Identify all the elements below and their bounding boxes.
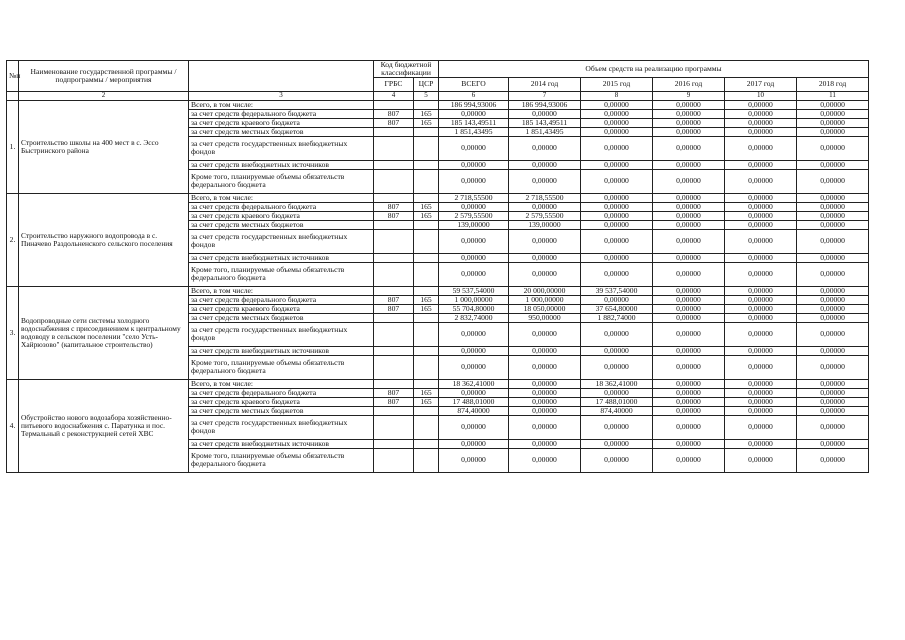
amount-total: 1 851,43495 — [439, 127, 509, 136]
amount-year: 0,00000 — [797, 100, 869, 109]
amount-year: 0,00000 — [797, 313, 869, 322]
column-number-blank — [7, 91, 19, 100]
csr-code: 165 — [414, 118, 439, 127]
project-name: Строительство наружного водопровода в с. Пиначево Раздольненского сельского поселения — [19, 193, 189, 286]
amount-year: 0,00000 — [797, 355, 869, 379]
grbs-code: 807 — [374, 388, 414, 397]
amount-year: 0,00000 — [725, 355, 797, 379]
amount-year: 20 000,00000 — [509, 286, 581, 295]
grbs-code: 807 — [374, 109, 414, 118]
csr-code — [414, 313, 439, 322]
funding-source-label: за счет средств краевого бюджета — [189, 118, 374, 127]
amount-year: 0,00000 — [581, 127, 653, 136]
amount-year: 0,00000 — [509, 322, 581, 346]
amount-year: 0,00000 — [653, 295, 725, 304]
column-number: 6 — [439, 91, 509, 100]
funding-source-label: Кроме того, планируемые объемы обязательств федерального бюджета — [189, 355, 374, 379]
amount-year: 0,00000 — [581, 211, 653, 220]
amount-year: 0,00000 — [509, 415, 581, 439]
amount-year: 0,00000 — [725, 220, 797, 229]
amount-year: 0,00000 — [581, 439, 653, 448]
amount-year: 0,00000 — [653, 439, 725, 448]
amount-year: 0,00000 — [725, 160, 797, 169]
amount-year: 0,00000 — [725, 295, 797, 304]
amount-year: 0,00000 — [725, 118, 797, 127]
amount-year: 0,00000 — [797, 295, 869, 304]
amount-year: 0,00000 — [581, 169, 653, 193]
amount-year: 0,00000 — [581, 262, 653, 286]
funding-source-label: Всего, в том числе: — [189, 286, 374, 295]
amount-year: 0,00000 — [797, 262, 869, 286]
amount-year: 0,00000 — [509, 262, 581, 286]
amount-year: 950,00000 — [509, 313, 581, 322]
amount-year: 0,00000 — [509, 346, 581, 355]
amount-year: 0,00000 — [725, 439, 797, 448]
funding-source-label: за счет средств местных бюджетов — [189, 220, 374, 229]
amount-year: 0,00000 — [509, 448, 581, 472]
amount-year: 0,00000 — [725, 313, 797, 322]
amount-year: 0,00000 — [725, 415, 797, 439]
funding-source-label: Всего, в том числе: — [189, 379, 374, 388]
amount-year: 185 143,49511 — [509, 118, 581, 127]
amount-year: 0,00000 — [797, 397, 869, 406]
amount-total: 0,00000 — [439, 109, 509, 118]
amount-year: 1 851,43495 — [509, 127, 581, 136]
amount-total: 0,00000 — [439, 355, 509, 379]
amount-year: 0,00000 — [797, 220, 869, 229]
grbs-code: 807 — [374, 304, 414, 313]
amount-year: 0,00000 — [653, 388, 725, 397]
amount-year: 0,00000 — [581, 193, 653, 202]
amount-year: 0,00000 — [581, 229, 653, 253]
csr-code: 165 — [414, 295, 439, 304]
funding-source-label: за счет средств внебюджетных источников — [189, 253, 374, 262]
amount-total: 0,00000 — [439, 415, 509, 439]
header-blank — [189, 61, 374, 92]
amount-total: 1 000,00000 — [439, 295, 509, 304]
funding-source-label: за счет средств местных бюджетов — [189, 406, 374, 415]
amount-year: 0,00000 — [725, 211, 797, 220]
funding-source-label: Всего, в том числе: — [189, 193, 374, 202]
amount-year: 0,00000 — [797, 388, 869, 397]
csr-code — [414, 415, 439, 439]
amount-year: 0,00000 — [653, 202, 725, 211]
grbs-code — [374, 448, 414, 472]
amount-total: 139,00000 — [439, 220, 509, 229]
amount-total: 2 718,55500 — [439, 193, 509, 202]
csr-code — [414, 253, 439, 262]
amount-year: 0,00000 — [725, 397, 797, 406]
amount-year: 0,00000 — [797, 136, 869, 160]
amount-year: 0,00000 — [581, 160, 653, 169]
header-program-name: Наименование государственной программы / подпрограммы / мероприятия — [19, 61, 189, 92]
amount-year: 0,00000 — [653, 220, 725, 229]
grbs-code — [374, 262, 414, 286]
amount-year: 0,00000 — [797, 229, 869, 253]
amount-year: 0,00000 — [581, 448, 653, 472]
amount-year: 0,00000 — [797, 286, 869, 295]
grbs-code: 807 — [374, 211, 414, 220]
csr-code — [414, 229, 439, 253]
amount-year: 0,00000 — [797, 169, 869, 193]
column-number: 10 — [725, 91, 797, 100]
project-name: Водопроводные сети системы холодного водоснабжения с присоединением к центральному водоводу в сельском поселении "село Усть-Хайрюзово" (капитальное строительство) — [19, 286, 189, 379]
amount-year: 0,00000 — [725, 286, 797, 295]
funding-source-label: за счет средств федерального бюджета — [189, 295, 374, 304]
amount-year: 0,00000 — [797, 253, 869, 262]
amount-year: 0,00000 — [653, 160, 725, 169]
column-number: 4 — [374, 91, 414, 100]
amount-year: 0,00000 — [509, 160, 581, 169]
csr-code — [414, 346, 439, 355]
amount-year: 0,00000 — [653, 262, 725, 286]
amount-year: 0,00000 — [653, 211, 725, 220]
amount-total: 186 994,93006 — [439, 100, 509, 109]
header-year-2014: 2014 год — [509, 77, 581, 91]
amount-year: 0,00000 — [797, 415, 869, 439]
amount-year: 0,00000 — [653, 127, 725, 136]
amount-total: 17 488,01000 — [439, 397, 509, 406]
amount-year: 0,00000 — [797, 346, 869, 355]
amount-year: 0,00000 — [653, 229, 725, 253]
amount-year: 17 488,01000 — [581, 397, 653, 406]
table-row — [7, 286, 869, 295]
amount-year: 0,00000 — [581, 109, 653, 118]
amount-year: 0,00000 — [509, 355, 581, 379]
amount-year: 0,00000 — [797, 211, 869, 220]
amount-total: 0,00000 — [439, 322, 509, 346]
amount-year: 0,00000 — [797, 379, 869, 388]
amount-year: 0,00000 — [653, 406, 725, 415]
csr-code: 165 — [414, 397, 439, 406]
column-number: 8 — [581, 91, 653, 100]
amount-year: 0,00000 — [653, 448, 725, 472]
csr-code: 165 — [414, 211, 439, 220]
project-name: Обустройство нового водозабора хозяйственно-питьевого водоснабжения с. Паратунка и пос. Термальный с реконструкцией сетей ХВС — [19, 379, 189, 472]
amount-year: 0,00000 — [725, 304, 797, 313]
csr-code — [414, 322, 439, 346]
amount-total: 0,00000 — [439, 202, 509, 211]
amount-year: 0,00000 — [653, 100, 725, 109]
amount-year: 0,00000 — [725, 253, 797, 262]
column-number: 7 — [509, 91, 581, 100]
project-number: 1. — [7, 100, 19, 193]
amount-year: 0,00000 — [797, 109, 869, 118]
amount-year: 0,00000 — [725, 109, 797, 118]
csr-code — [414, 262, 439, 286]
budget-table — [6, 60, 869, 473]
amount-year: 1 882,74000 — [581, 313, 653, 322]
amount-year: 2 718,55500 — [509, 193, 581, 202]
funding-source-label: за счет средств краевого бюджета — [189, 304, 374, 313]
csr-code — [414, 406, 439, 415]
amount-total: 874,40000 — [439, 406, 509, 415]
amount-year: 39 537,54000 — [581, 286, 653, 295]
project-number: 3. — [7, 286, 19, 379]
amount-year: 0,00000 — [653, 379, 725, 388]
funding-source-label: за счет средств краевого бюджета — [189, 397, 374, 406]
funding-source-label: за счет средств внебюджетных источников — [189, 439, 374, 448]
amount-year: 37 654,80000 — [581, 304, 653, 313]
amount-year: 0,00000 — [581, 100, 653, 109]
amount-year: 0,00000 — [725, 202, 797, 211]
grbs-code — [374, 406, 414, 415]
csr-code — [414, 169, 439, 193]
amount-year: 874,40000 — [581, 406, 653, 415]
amount-total: 185 143,49511 — [439, 118, 509, 127]
amount-year: 0,00000 — [581, 253, 653, 262]
amount-year: 0,00000 — [653, 193, 725, 202]
funding-source-label: Кроме того, планируемые объемы обязательств федерального бюджета — [189, 448, 374, 472]
amount-year: 0,00000 — [509, 169, 581, 193]
table-row — [7, 193, 869, 202]
amount-total: 55 704,80000 — [439, 304, 509, 313]
amount-year: 1 000,00000 — [509, 295, 581, 304]
amount-total: 0,00000 — [439, 346, 509, 355]
header-year-2017: 2017 год — [725, 77, 797, 91]
funding-source-label: за счет средств государственных внебюджетных фондов — [189, 415, 374, 439]
csr-code — [414, 448, 439, 472]
amount-year: 0,00000 — [509, 379, 581, 388]
amount-year: 0,00000 — [797, 118, 869, 127]
table-body — [7, 100, 869, 472]
amount-total: 18 362,41000 — [439, 379, 509, 388]
csr-code — [414, 160, 439, 169]
funding-source-label: за счет средств государственных внебюджетных фондов — [189, 322, 374, 346]
grbs-code: 807 — [374, 295, 414, 304]
amount-total: 0,00000 — [439, 448, 509, 472]
header-year-2016: 2016 год — [653, 77, 725, 91]
amount-year: 0,00000 — [725, 379, 797, 388]
amount-year: 0,00000 — [653, 253, 725, 262]
grbs-code — [374, 355, 414, 379]
funding-source-label: за счет средств федерального бюджета — [189, 388, 374, 397]
amount-year: 0,00000 — [653, 169, 725, 193]
amount-year: 0,00000 — [509, 136, 581, 160]
amount-year: 0,00000 — [797, 448, 869, 472]
amount-year: 0,00000 — [581, 322, 653, 346]
amount-year: 0,00000 — [653, 322, 725, 346]
amount-year: 0,00000 — [509, 229, 581, 253]
amount-total: 0,00000 — [439, 160, 509, 169]
csr-code — [414, 439, 439, 448]
header-year-2018: 2018 год — [797, 77, 869, 91]
funding-source-label: за счет средств местных бюджетов — [189, 313, 374, 322]
funding-source-label: Кроме того, планируемые объемы обязательств федерального бюджета — [189, 169, 374, 193]
grbs-code: 807 — [374, 397, 414, 406]
column-number: 2 — [19, 91, 189, 100]
amount-year: 0,00000 — [581, 415, 653, 439]
funding-source-label: за счет средств местных бюджетов — [189, 127, 374, 136]
csr-code: 165 — [414, 202, 439, 211]
grbs-code — [374, 220, 414, 229]
amount-year: 0,00000 — [725, 448, 797, 472]
column-number: 9 — [653, 91, 725, 100]
funding-source-label: за счет средств государственных внебюджетных фондов — [189, 229, 374, 253]
grbs-code — [374, 439, 414, 448]
amount-year: 0,00000 — [653, 109, 725, 118]
amount-year: 0,00000 — [653, 415, 725, 439]
amount-total: 2 579,55500 — [439, 211, 509, 220]
column-number: 5 — [414, 91, 439, 100]
funding-source-label: за счет средств федерального бюджета — [189, 109, 374, 118]
amount-total: 2 832,74000 — [439, 313, 509, 322]
amount-year: 0,00000 — [509, 439, 581, 448]
csr-code — [414, 136, 439, 160]
amount-year: 0,00000 — [509, 406, 581, 415]
amount-year: 0,00000 — [797, 322, 869, 346]
amount-year: 0,00000 — [581, 346, 653, 355]
funding-source-label: за счет средств федерального бюджета — [189, 202, 374, 211]
amount-year: 0,00000 — [653, 304, 725, 313]
amount-year: 0,00000 — [581, 388, 653, 397]
grbs-code: 807 — [374, 118, 414, 127]
funding-source-label: за счет средств внебюджетных источников — [189, 346, 374, 355]
csr-code — [414, 220, 439, 229]
csr-code: 165 — [414, 304, 439, 313]
amount-year: 0,00000 — [653, 313, 725, 322]
amount-total: 0,00000 — [439, 253, 509, 262]
funding-source-label: Всего, в том числе: — [189, 100, 374, 109]
amount-year: 0,00000 — [653, 397, 725, 406]
amount-year: 0,00000 — [725, 406, 797, 415]
amount-year: 0,00000 — [581, 220, 653, 229]
amount-year: 0,00000 — [725, 262, 797, 286]
project-number: 2. — [7, 193, 19, 286]
grbs-code — [374, 160, 414, 169]
amount-year: 0,00000 — [797, 439, 869, 448]
amount-year: 0,00000 — [581, 136, 653, 160]
amount-year: 0,00000 — [653, 118, 725, 127]
column-number-row — [7, 91, 869, 100]
csr-code: 165 — [414, 388, 439, 397]
table-row — [7, 379, 869, 388]
amount-year: 0,00000 — [725, 169, 797, 193]
grbs-code — [374, 169, 414, 193]
grbs-code: 807 — [374, 202, 414, 211]
header-year-2015: 2015 год — [581, 77, 653, 91]
project-number: 4. — [7, 379, 19, 472]
amount-total: 0,00000 — [439, 262, 509, 286]
column-number: 11 — [797, 91, 869, 100]
amount-year: 0,00000 — [797, 193, 869, 202]
amount-year: 0,00000 — [725, 100, 797, 109]
amount-year: 0,00000 — [797, 160, 869, 169]
funding-source-label: за счет средств внебюджетных источников — [189, 160, 374, 169]
funding-source-label: за счет средств краевого бюджета — [189, 211, 374, 220]
amount-year: 0,00000 — [797, 127, 869, 136]
amount-total: 0,00000 — [439, 229, 509, 253]
amount-year: 0,00000 — [797, 304, 869, 313]
amount-year: 0,00000 — [725, 346, 797, 355]
grbs-code — [374, 127, 414, 136]
amount-year: 0,00000 — [581, 118, 653, 127]
header-budget-code: Код бюджетной классификации — [374, 61, 439, 78]
amount-year: 0,00000 — [797, 406, 869, 415]
amount-year: 139,00000 — [509, 220, 581, 229]
amount-year: 0,00000 — [581, 295, 653, 304]
amount-total: 0,00000 — [439, 169, 509, 193]
amount-year: 0,00000 — [509, 253, 581, 262]
header-grbs: ГРБС — [374, 77, 414, 91]
amount-year: 0,00000 — [725, 229, 797, 253]
amount-year: 0,00000 — [509, 397, 581, 406]
grbs-code — [374, 322, 414, 346]
amount-year: 0,00000 — [581, 355, 653, 379]
amount-year: 18 362,41000 — [581, 379, 653, 388]
funding-source-label: Кроме того, планируемые объемы обязательств федерального бюджета — [189, 262, 374, 286]
amount-year: 2 579,55500 — [509, 211, 581, 220]
table-row — [7, 100, 869, 109]
amount-year: 0,00000 — [725, 388, 797, 397]
amount-year: 0,00000 — [509, 388, 581, 397]
amount-year: 0,00000 — [509, 202, 581, 211]
amount-year: 0,00000 — [797, 202, 869, 211]
amount-year: 0,00000 — [725, 193, 797, 202]
amount-year: 0,00000 — [725, 322, 797, 346]
column-number: 3 — [189, 91, 374, 100]
amount-year: 0,00000 — [509, 109, 581, 118]
grbs-code — [374, 313, 414, 322]
csr-code — [414, 355, 439, 379]
amount-total: 0,00000 — [439, 388, 509, 397]
amount-year: 0,00000 — [653, 355, 725, 379]
amount-year: 0,00000 — [725, 127, 797, 136]
header-volume: Объем средств на реализацию программы — [439, 61, 869, 78]
amount-total: 59 537,54000 — [439, 286, 509, 295]
grbs-code — [374, 415, 414, 439]
grbs-code — [374, 346, 414, 355]
table-header — [7, 61, 869, 101]
header-total: ВСЕГО — [439, 77, 509, 91]
amount-year: 0,00000 — [581, 202, 653, 211]
grbs-code — [374, 136, 414, 160]
grbs-code — [374, 253, 414, 262]
grbs-code — [374, 229, 414, 253]
header-csr: ЦСР — [414, 77, 439, 91]
amount-year: 0,00000 — [653, 136, 725, 160]
project-name: Строительство школы на 400 мест в с. Эссо Быстринского района — [19, 100, 189, 193]
header-number: №п — [7, 61, 19, 92]
csr-code — [414, 127, 439, 136]
csr-code: 165 — [414, 109, 439, 118]
amount-year: 0,00000 — [653, 286, 725, 295]
amount-total: 0,00000 — [439, 439, 509, 448]
amount-year: 0,00000 — [725, 136, 797, 160]
amount-year: 18 050,00000 — [509, 304, 581, 313]
amount-year: 186 994,93006 — [509, 100, 581, 109]
amount-year: 0,00000 — [653, 346, 725, 355]
amount-total: 0,00000 — [439, 136, 509, 160]
funding-source-label: за счет средств государственных внебюджетных фондов — [189, 136, 374, 160]
